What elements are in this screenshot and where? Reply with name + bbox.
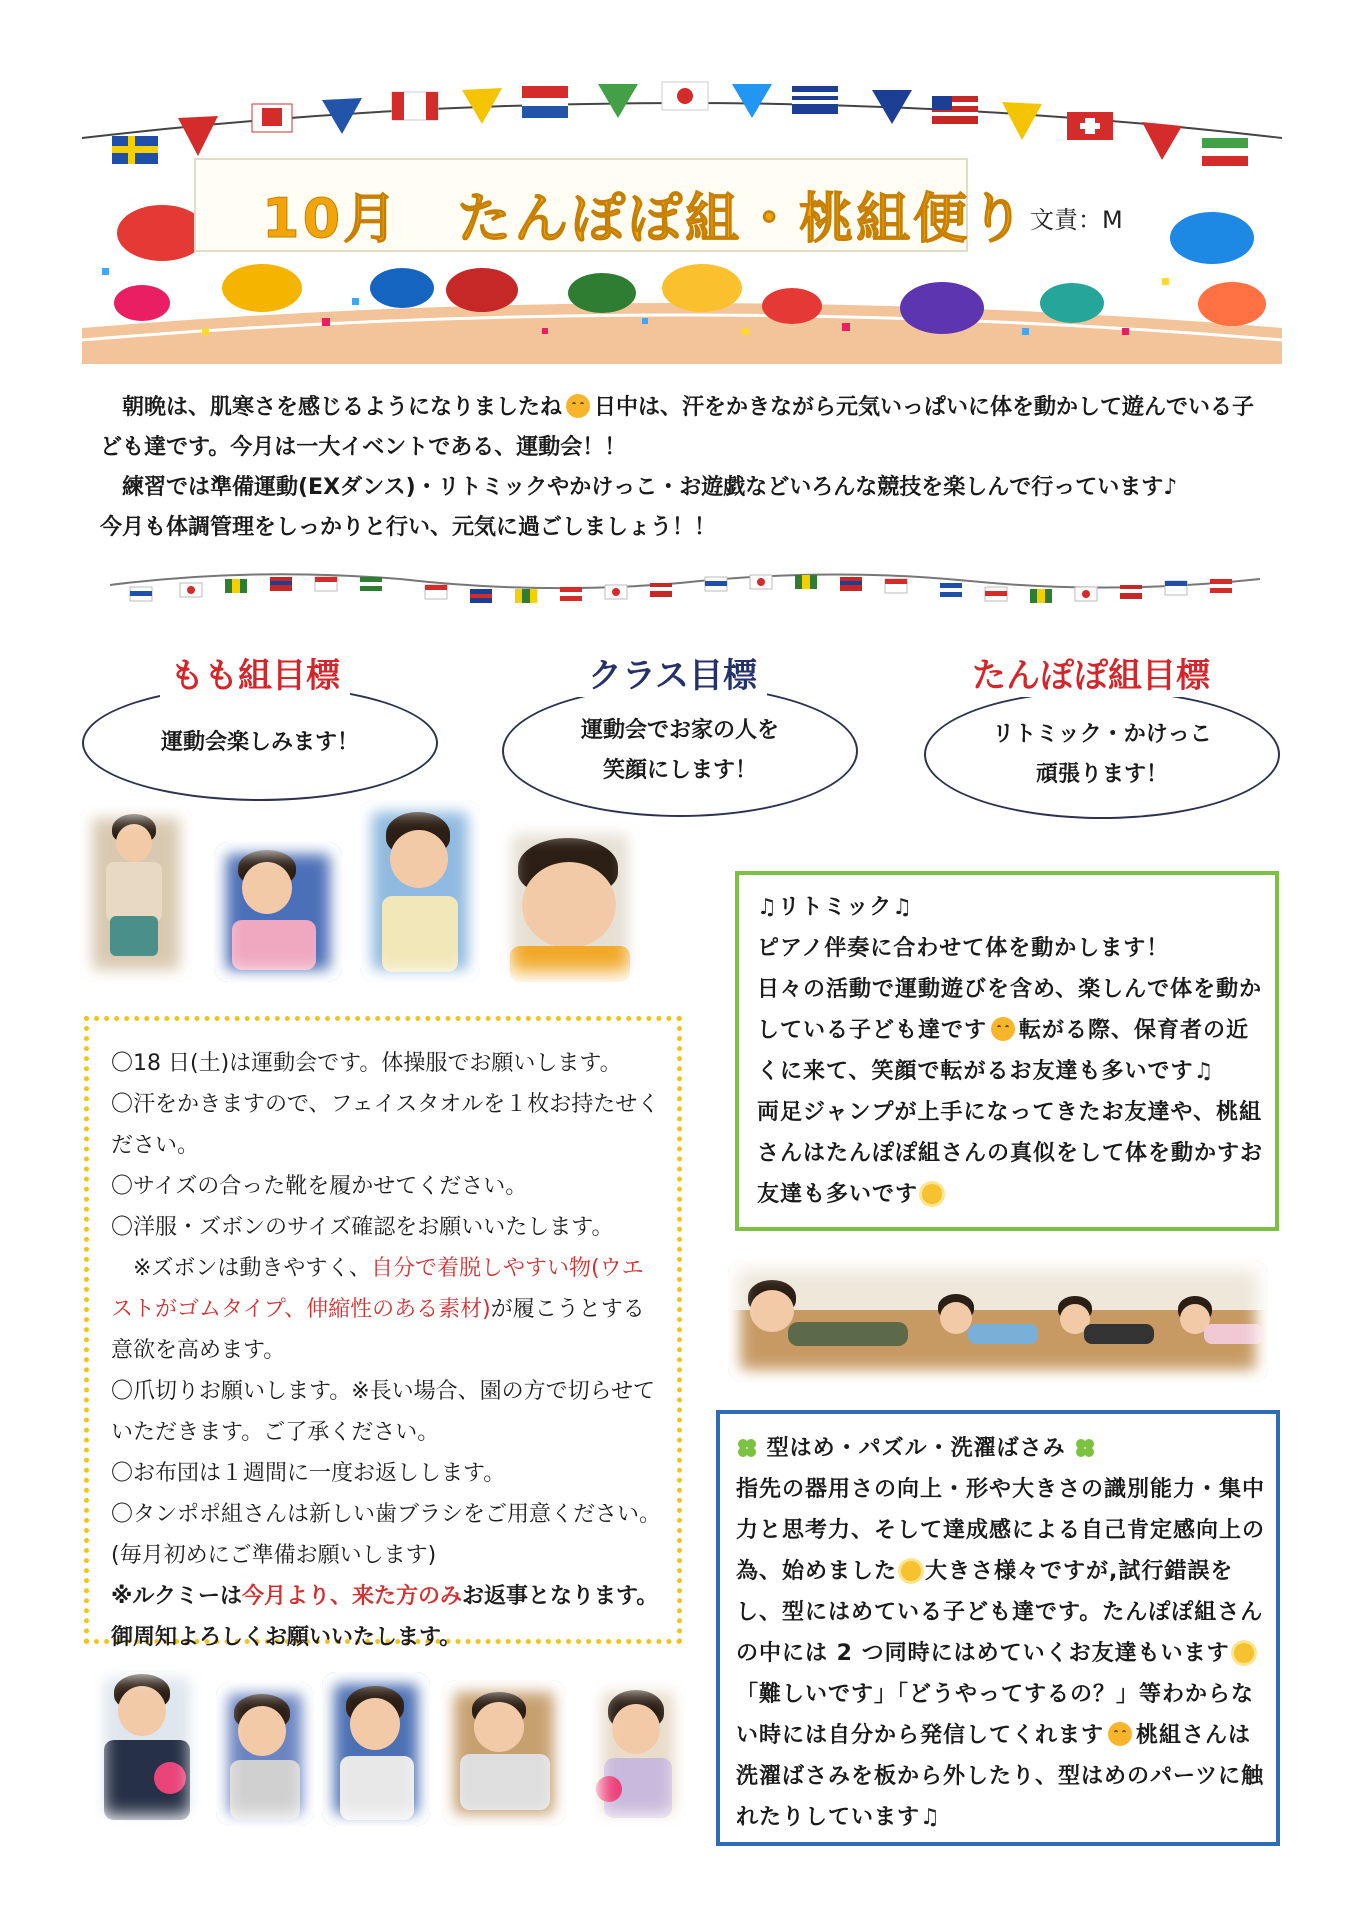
flag-garland bbox=[110, 565, 1260, 625]
notice-line-9a: ※ルクミーは bbox=[111, 1584, 242, 1609]
momo-goal-heading bbox=[160, 648, 350, 697]
rhythmic-title bbox=[757, 887, 1263, 928]
photo-child-closeup bbox=[500, 822, 640, 982]
sun-icon bbox=[901, 1561, 921, 1581]
puzzle-line-b: 大きさ様々ですが,試行錯誤をし、型にはめている子ども達です。たんぽぽ組さんの中には 2 つ同時にはめていくお友達もいます bbox=[736, 1559, 1264, 1666]
notice-line-10: 御周知よろしくお願いいたします。 bbox=[111, 1625, 462, 1650]
sun-icon bbox=[922, 1184, 942, 1204]
intro-paragraph-3: 今月も体調管理をしっかりと行い、元気に過ごしましょう！！ bbox=[100, 515, 717, 540]
notice-line-2: 〇汗をかきますので、フェイスタオルを１枚お持たせください。 bbox=[111, 1092, 660, 1158]
notice-line-5a: ※ズボンは動きやすく、 bbox=[111, 1256, 371, 1281]
intro-line-1b: 日中は、汗をかきながら元気いっぱいに体を動かして遊んでいる子ども達です。今月は一大イベントである、運動会！！ bbox=[100, 395, 1255, 460]
photo-kids-crawling-floor bbox=[728, 1260, 1268, 1382]
notice-line-1: 〇18 日(土)は運動会です。体操服でお願いします。 bbox=[111, 1051, 622, 1076]
notice-line-8: 〇タンポポ組さんは新しい歯ブラシをご用意ください。(毎月初めにご準備お願いします) bbox=[111, 1502, 662, 1568]
rhythmic-box bbox=[735, 871, 1279, 1231]
rhythmic-line-3-text: 両足ジャンプが上手になってきたお友達や、桃組さんはたんぽぽ組さんの真似をして体を動かすお友達も多いです bbox=[757, 1100, 1264, 1207]
tanpopo-goal-line-1: リトミック・かけっこ bbox=[992, 721, 1212, 747]
puzzle-line-a: 指先の器用さの向上・形や大きさの識別能力・集中力と思考力、そして達成感による自己肯定感向上の為、始めました bbox=[736, 1477, 1266, 1584]
clover-icon bbox=[1074, 1437, 1096, 1459]
notice-line-4: 〇洋服・ズボンのサイズ確認をお願いいたします。 bbox=[111, 1215, 614, 1240]
music-note-icon: ♫ bbox=[892, 895, 914, 920]
puzzle-text bbox=[736, 1428, 1266, 1838]
photo-child-smiling-pink bbox=[214, 842, 342, 982]
notice-line-9b: 今月より、来た方のみ bbox=[241, 1584, 462, 1609]
momo-goal-line: 運動会楽しみます！ bbox=[160, 730, 359, 755]
photo-child-with-ball bbox=[92, 1666, 202, 1826]
tanpopo-goal-heading-text: たんぽぽ組目標 bbox=[972, 656, 1210, 696]
photo-child-yellow-shirt bbox=[360, 800, 480, 982]
notice-line-5c: が履こうとする意欲を高めます。 bbox=[111, 1297, 645, 1363]
clover-icon bbox=[736, 1437, 758, 1459]
notice-line-6: 〇爪切りお願いします。※長い場合、園の方で切らせていただきます。ご了承ください。 bbox=[111, 1379, 656, 1445]
rhythmic-line-1: ピアノ伴奏に合わせて体を動かします！ bbox=[757, 936, 1170, 961]
flag-garland-art bbox=[110, 565, 1260, 625]
puzzle-paragraph bbox=[736, 1469, 1266, 1838]
intro-paragraph-1 bbox=[100, 388, 1275, 468]
puzzle-title bbox=[736, 1428, 1266, 1469]
tanpopo-goal-heading bbox=[962, 648, 1220, 697]
class-goal-line-1: 運動会でお家の人を bbox=[580, 718, 779, 743]
smile-emoji-icon bbox=[1108, 1722, 1132, 1746]
tanpopo-goal-ellipse bbox=[924, 690, 1280, 819]
music-note-icon: ♫ bbox=[757, 895, 778, 920]
photo-child-striped-shirt bbox=[216, 1682, 314, 1826]
puzzle-title-text: 型はめ・パズル・洗濯ばさみ bbox=[766, 1436, 1066, 1461]
class-goal-heading-text: クラス目標 bbox=[588, 656, 757, 696]
rhythmic-line-2 bbox=[757, 969, 1263, 1092]
music-note-icon: ♫ bbox=[1193, 1059, 1215, 1084]
author-credit: 文責：M bbox=[1030, 206, 1123, 234]
smile-emoji-icon bbox=[566, 394, 590, 418]
notice-line-7: 〇お布団は１週間に一度お返しします。 bbox=[111, 1461, 506, 1486]
puzzle-line-c: 「難しいです」「どうやってするの？」等わからない時には自分から発信してくれます bbox=[736, 1682, 1255, 1748]
photo-child-crawling bbox=[442, 1680, 566, 1826]
rhythmic-title-text: リトミック bbox=[777, 895, 893, 920]
notice-line-3: 〇サイズの合った靴を履かせてください。 bbox=[111, 1174, 528, 1199]
notice-line-5b: 自分で着脱しやすい物(ウエストがゴムタイプ、伸縮性のある素材) bbox=[111, 1256, 644, 1322]
rhythmic-line-2b: 転がる際、保育者の近くに来て、笑顔で転がるお友達も多いです bbox=[757, 1018, 1250, 1084]
momo-goal-ellipse bbox=[82, 685, 438, 801]
momo-goal-heading-text: もも組目標 bbox=[170, 656, 340, 696]
rhythmic-line-3 bbox=[757, 1092, 1263, 1215]
notice-line-5 bbox=[111, 1248, 663, 1371]
smile-emoji-icon bbox=[991, 1017, 1015, 1041]
rhythmic-line-2a: 日々の活動で運動遊びを含め、楽しんで体を動かしている子ども達です bbox=[757, 977, 1263, 1043]
notice-box bbox=[84, 1016, 682, 1650]
notice-text bbox=[111, 1043, 663, 1658]
rhythmic-text bbox=[757, 887, 1263, 1215]
puzzle-box bbox=[716, 1410, 1280, 1846]
intro-paragraph-2: 練習では準備運動(EXダンス)・リトミックやかけっこ・お遊戯などいろんな競技を楽しんで行っています♪ bbox=[100, 475, 1178, 500]
sun-icon bbox=[1234, 1643, 1254, 1663]
photo-child-standing bbox=[80, 806, 192, 982]
intro-line-1a: 朝晩は、肌寒さを感じるようになりましたね bbox=[100, 395, 563, 420]
puzzle-line-d: 桃組さんは洗濯ばさみを板から外したり、型はめのパーツに触れたりしています bbox=[736, 1723, 1265, 1830]
class-goal-ellipse bbox=[502, 685, 858, 817]
notice-line-9c: お返事となります。 bbox=[461, 1584, 659, 1609]
tanpopo-goal-line-2: 頑張ります！ bbox=[1035, 761, 1168, 787]
music-note-icon: ♫ bbox=[920, 1805, 941, 1830]
class-goal-heading bbox=[578, 648, 767, 697]
photo-child-pink-ball bbox=[590, 1680, 686, 1826]
photo-child-bib bbox=[322, 1672, 430, 1826]
page-title: 10月 たんぽぽ組・桃組便り bbox=[262, 187, 1028, 250]
intro-text bbox=[100, 388, 1275, 548]
class-goal-line-2: 笑顔にします！ bbox=[602, 758, 757, 783]
notice-line-9 bbox=[111, 1576, 663, 1617]
